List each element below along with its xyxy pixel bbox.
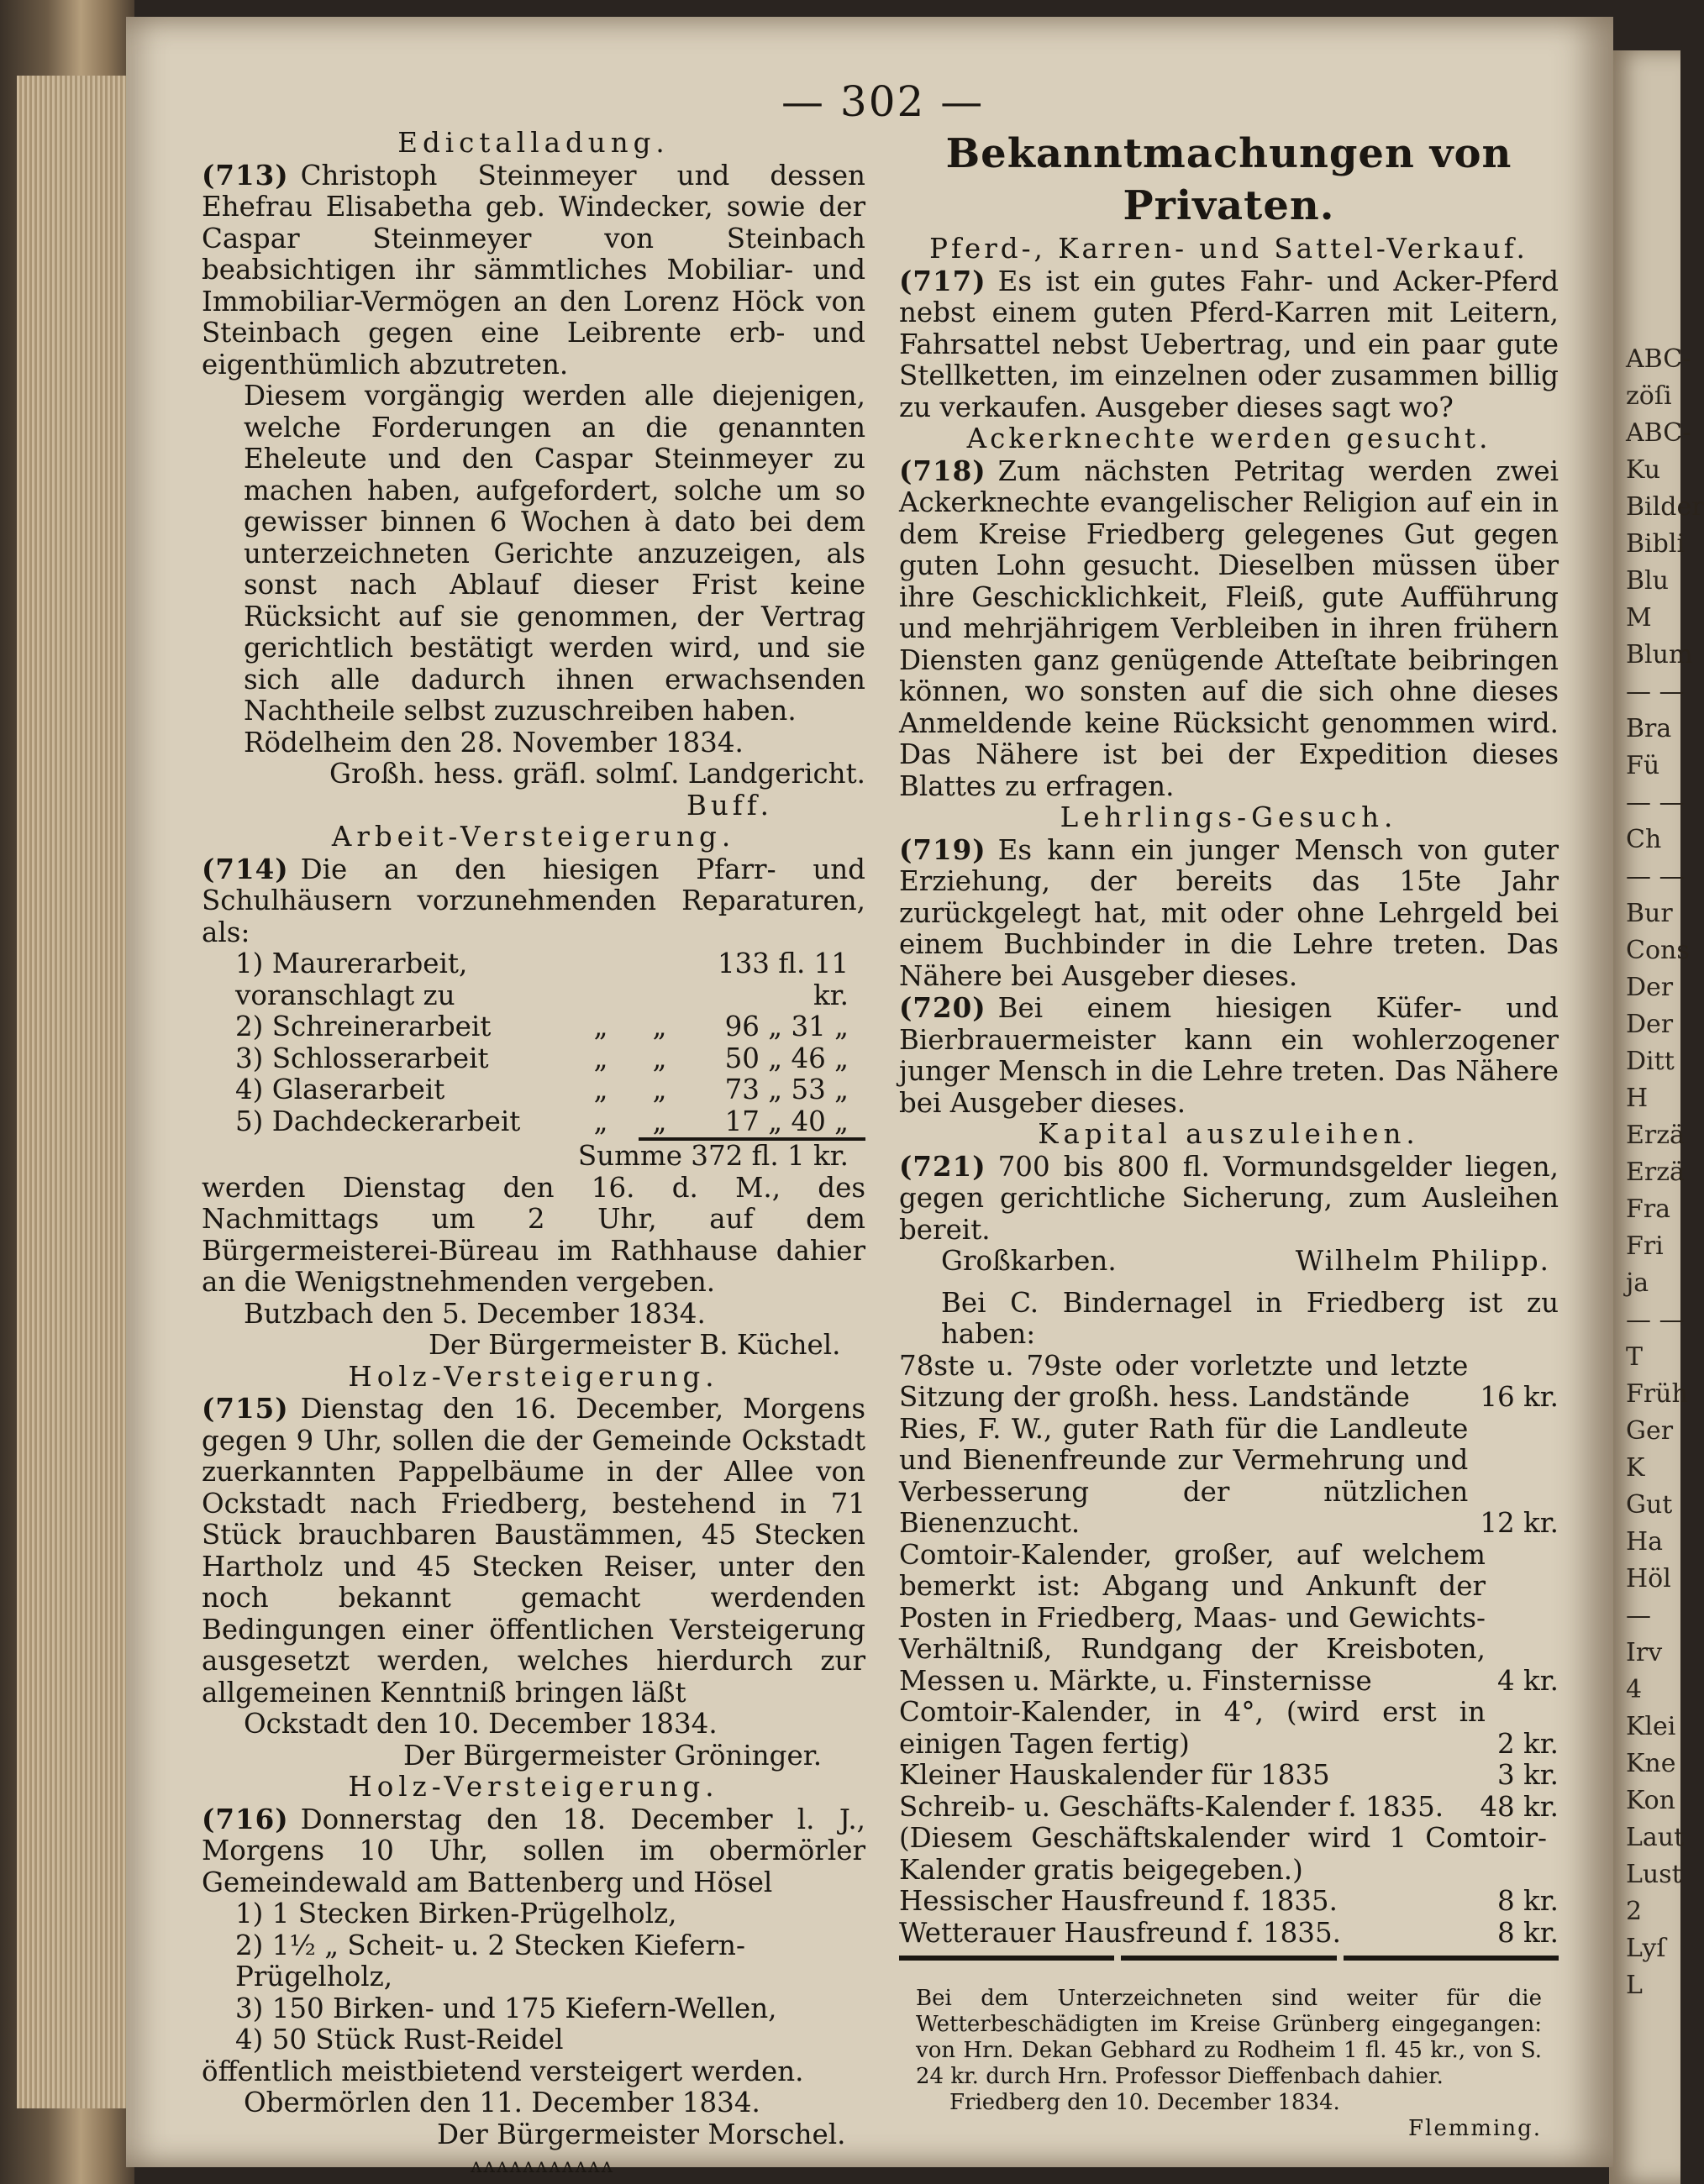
next-page-fragment: Kon	[1626, 1786, 1675, 1815]
notice-number: (713)	[202, 158, 289, 192]
notice-713-date: Rödelheim den 28. November 1834.	[244, 726, 744, 759]
book-item	[899, 1540, 1559, 1698]
next-page-fragment: Fra	[1626, 1194, 1671, 1224]
book-title: Kleiner Hauskalender für 1835	[899, 1759, 1330, 1791]
wood-lot-item: 2) 1½ „ Scheit- u. 2 Stecken Kiefern-Prügelholz,	[235, 1929, 745, 1992]
bookshop-intro: Bei C. Bindernagel in Friedberg ist zu haben:	[941, 1286, 1559, 1350]
next-page-fragment: Ku	[1626, 455, 1661, 485]
notice-number: (716)	[202, 1802, 289, 1835]
next-page-fragment: Früh	[1626, 1379, 1688, 1409]
next-page-fragment: — —	[1626, 677, 1685, 706]
notice-713-signature: Buff.	[686, 789, 773, 822]
notice-716	[202, 1803, 865, 1899]
left-column	[202, 128, 865, 2182]
repair-cost-list	[202, 948, 865, 1137]
next-page-fragment: Cons	[1626, 936, 1690, 965]
heading-holz-versteigerung-2: Holz-Versteigerung.	[348, 1771, 719, 1803]
book-item	[899, 1823, 1559, 1886]
sum-total: Summe 372 fl. 1 kr.	[577, 1140, 849, 1172]
next-page-fragment: Ger	[1626, 1416, 1674, 1446]
next-page-fragment: Ha	[1626, 1527, 1664, 1557]
repair-q1: „	[593, 1074, 608, 1105]
repair-q2	[630, 948, 689, 1011]
notice-721-name: Wilhelm Philipp.	[1295, 1245, 1550, 1277]
notice-714-body: werden Dienstag den 16. d. M., des Nachmittags um 2 Uhr, auf dem Bürgermeisterei-Büreau im Rathhause dahier an die Wenigstnehmenden vergeben.	[202, 1171, 865, 1298]
book-title: 78ste u. 79ste oder vorletzte und letzte Sitzung der großh. hess. Landstände	[899, 1349, 1469, 1413]
next-page-fragment: Bur	[1626, 899, 1673, 928]
next-page-fragment: Bilder	[1626, 492, 1704, 522]
notice-721-signature	[899, 1246, 1559, 1278]
next-page-fragment: Erzä	[1626, 1158, 1685, 1187]
next-page-fragment: Blu	[1626, 566, 1669, 596]
repair-amt: 96 „ 31 „	[724, 1011, 849, 1042]
wood-lot-item: 1) 1 Stecken Birken-Prügelholz,	[235, 1898, 677, 1929]
next-page-fragment: Lust	[1626, 1860, 1682, 1889]
next-page-fragment: Ch	[1626, 825, 1662, 854]
next-page-fragment: Fü	[1626, 751, 1660, 780]
notice-714	[202, 853, 865, 949]
book-item	[899, 1918, 1559, 1950]
notice-720	[899, 992, 1559, 1119]
repair-q2: „	[652, 1011, 667, 1042]
repair-q1: „	[593, 1042, 608, 1074]
next-page-fragment: — —	[1626, 788, 1685, 817]
book-title: (Diesem Geschäftskalender wird 1 Comtoir-Kalender gratis beigegeben.)	[899, 1822, 1547, 1886]
notice-718	[899, 455, 1559, 803]
book-title: Comtoir-Kalender, großer, auf welchem bemerkt ist: Abgang und Ankunft der Posten in Friedberg, Maas- und Gewichts-Verhältniß, Rundgang der Kreisboten, Messen u. Märkte, u. Finsternisse	[899, 1538, 1486, 1697]
page-number: — 302 —	[781, 77, 985, 126]
notice-714-date: Butzbach den 5. December 1834.	[244, 1297, 706, 1330]
book-price: 8 kr.	[1497, 1916, 1559, 1949]
notice-number: (721)	[899, 1149, 986, 1183]
notice-number: (718)	[899, 454, 986, 487]
book-item	[899, 1414, 1559, 1540]
repair-label: 1) Maurerarbeit, voranschlagt zu	[235, 948, 468, 1011]
donation-date: Friedberg den 10. December 1834.	[949, 2090, 1340, 2115]
book-item	[899, 1886, 1559, 1918]
page-stack	[17, 76, 134, 2108]
next-page-fragment: Bibli	[1626, 529, 1686, 559]
repair-cost-row	[202, 1043, 865, 1075]
notice-715-date: Ockstadt den 10. December 1834.	[244, 1708, 718, 1740]
notice-713-body: Diesem vorgängig werden alle diejenigen, welche Forderungen an die genannten Eheleute und den Caspar Steinmeyer zu machen haben, aufgefordert, solche um so gewisser binnen 6 Wochen à dato bei dem unterzeichneten Gerichte anzuzeigen, als sonst nach Ablauf dieser Frist keine Rücksicht auf sie genommen, der Vertrag gerichtlich bestätigt werden wird, und sie sich alle dadurch ihnen erwachsenden Nachtheile selbst zuzuschreiben haben.	[244, 380, 865, 727]
next-page-fragment: zöſi	[1626, 381, 1672, 411]
book-title: Hessischer Hausfreund f. 1835.	[899, 1885, 1338, 1917]
notice-number: (719)	[899, 832, 986, 866]
book-price: 2 kr.	[1497, 1727, 1559, 1760]
notice-713	[202, 160, 865, 381]
book-item	[899, 1792, 1559, 1824]
heading-lehrlings-gesuch: Lehrlings-Gesuch.	[1060, 801, 1398, 833]
repair-label: 2) Schreinerarbeit	[235, 1011, 492, 1042]
repair-cost-row	[202, 1011, 865, 1043]
next-page-fragment: Bra	[1626, 714, 1672, 743]
next-page-fragment: Ditt	[1626, 1047, 1675, 1076]
notice-713-court: Großh. hess. gräfl. solmſ. Landgericht.	[329, 758, 865, 790]
book-title: Ries, F. W., guter Rath für die Landleute und Bienenfreunde zur Vermehrung und Verbesserung der nützlichen Bienenzucht.	[899, 1412, 1469, 1539]
repair-amt: 17 „ 40 „	[724, 1105, 849, 1137]
repair-label: 4) Glaserarbeit	[235, 1074, 445, 1105]
notice-number: (714)	[202, 852, 289, 885]
repair-q1: „	[593, 1011, 608, 1042]
section-title: Bekanntmachungen von Privaten.	[945, 130, 1512, 229]
repair-q2: „	[652, 1074, 667, 1105]
book-price: 16 kr.	[1480, 1381, 1559, 1413]
wood-lot-item: 3) 150 Birken- und 175 Kiefern-Wellen,	[235, 1992, 777, 2024]
next-page-fragment: Laut	[1626, 1823, 1685, 1852]
book-title: Schreib- u. Geschäfts-Kalender f. 1835.	[899, 1790, 1444, 1823]
repair-amt: 133 fl. 11 kr.	[717, 948, 849, 1011]
book-price: 12 kr.	[1480, 1507, 1559, 1539]
notice-text: Es kann ein junger Mensch von guter Erziehung, der bereits das 15te Jahr zurückgelegt hat, mit oder ohne Lehrgeld bei einem Buchbinder in die Lehre treten. Das Nähere bei Ausgeber dieses.	[899, 833, 1559, 992]
notice-717	[899, 265, 1559, 424]
book-item	[899, 1351, 1559, 1414]
next-page-fragment: Blum	[1626, 640, 1693, 669]
notice-text: Es ist ein gutes Fahr- und Acker-Pferd nebst einem guten Pferd-Karren mit Leitern, Fahrsattel nebst Uebertrag, und ein paar gute Stellketten, im einzelnen oder zusammen billig zu verkaufen. Ausgeber dieses sagt wo?	[899, 265, 1559, 423]
notice-716-signature: Der Bürgermeister Morschel.	[437, 2118, 846, 2150]
next-page-fragment: Erzä	[1626, 1121, 1685, 1150]
next-page-fragment: Fri	[1626, 1231, 1664, 1261]
wood-lot-list	[202, 1898, 865, 2056]
repair-q2: „	[652, 1042, 667, 1074]
notice-715	[202, 1393, 865, 1709]
end-ornament: ʌʌʌʌʌʌʌʌʌʌʌ	[471, 2154, 615, 2177]
next-page-fragment: ABC-	[1626, 418, 1691, 448]
notice-715-signature: Der Bürgermeister Gröninger.	[403, 1739, 823, 1772]
notice-721	[899, 1151, 1559, 1247]
heading-arbeit-versteigerung: Arbeit-Versteigerung.	[331, 821, 736, 853]
next-page-fragment: ja	[1626, 1268, 1649, 1298]
notice-number: (715)	[202, 1392, 289, 1425]
next-page-fragment: 2	[1626, 1897, 1643, 1926]
heading-pferd-verkauf: Pferd-, Karren- und Sattel-Verkauf.	[929, 233, 1528, 265]
notice-714-signature: Der Bürgermeister B. Küchel.	[429, 1329, 841, 1361]
book-item	[899, 1760, 1559, 1792]
next-page-fragment: M	[1626, 603, 1652, 633]
next-page-fragment: 4	[1626, 1675, 1643, 1704]
next-page-fragment: H	[1626, 1084, 1649, 1113]
donation-notice: Bei dem Unterzeichneten sind weiter für die Wetterbeschädigten im Kreise Grünberg eingegangen: von Hrn. Dekan Gebhard zu Rodheim 1 fl. 45 kr., von S. 24 kr. durch Hrn. Professor Dieffenbach dahier.	[916, 1986, 1542, 2089]
next-page-fragment: K	[1626, 1453, 1645, 1483]
notice-text: Christoph Steinmeyer und dessen Ehefrau Elisabetha geb. Windecker, sowie der Caspar Steinmeyer von Steinbach beabsichtigen ihr sämmtliches Mobiliar- und Immobiliar-Vermögen an den Lorenz Höck von Steinbach gegen eine Leibrente erb- und eigenthümlich abzutreten.	[202, 159, 865, 381]
right-column	[899, 128, 1559, 2142]
notice-number: (720)	[899, 991, 986, 1024]
notice-721-place: Großkarben.	[941, 1245, 1117, 1277]
next-page-fragment: — —	[1626, 862, 1685, 891]
next-page-fragment: Kne	[1626, 1749, 1676, 1778]
next-page-fragment: — —	[1626, 1305, 1685, 1335]
heading-kapital: Kapital auszuleihen.	[1038, 1118, 1420, 1150]
notice-text: Die an den hiesigen Pfarr- und Schulhäusern vorzunehmenden Reparaturen, als:	[202, 853, 865, 948]
repair-amt: 50 „ 46 „	[724, 1042, 849, 1074]
next-page-fragment: Der	[1626, 973, 1674, 1002]
book-price: 4 kr.	[1497, 1664, 1559, 1697]
repair-label: 3) Schlosserarbeit	[235, 1042, 489, 1074]
next-page-fragment: L	[1626, 1971, 1643, 2000]
book-price: 8 kr.	[1497, 1885, 1559, 1917]
book-price-list	[899, 1351, 1559, 1950]
notice-text: Zum nächsten Petritag werden zwei Ackerknechte evangelischer Religion auf ein in dem Kreise Friedberg gelegenes Gut gegen guten Lohn gesucht. Dieselben müssen über ihre Geschicklichkeit, Fleiß, gute Aufführung und mehrjährigem Verbleiben in ihren frühern Diensten ganz genügende Atteſtate beibringen können, wo sonsten auf die sich ohne dieses Anmeldende keine Rücksicht genommen wird. Das Nähere ist bei der Expedition dieses Blattes zu erfragen.	[899, 454, 1559, 802]
next-page-fragment: Höl	[1626, 1564, 1671, 1593]
notice-text: Bei einem hiesigen Küfer- und Bierbrauermeister kann ein wohlerzogener junger Mensch in die Lehre treten. Das Nähere bei Ausgeber dieses.	[899, 992, 1559, 1119]
repair-cost-row	[202, 1074, 865, 1106]
book-price: 48 kr.	[1480, 1790, 1559, 1823]
notice-number: (717)	[899, 264, 986, 297]
heading-ackerknechte: Ackerknechte werden gesucht.	[966, 423, 1491, 454]
repair-label: 5) Dachdeckerarbeit	[235, 1105, 521, 1137]
next-page-fragment: ABC-	[1626, 344, 1691, 374]
book-item	[899, 1697, 1559, 1760]
repair-cost-row	[202, 1106, 865, 1138]
notice-719	[899, 834, 1559, 993]
next-page-fragment: Gut	[1626, 1490, 1673, 1520]
book-title: Wetterauer Hausfreund f. 1835.	[899, 1916, 1341, 1949]
book-price: 3 kr.	[1497, 1759, 1559, 1791]
repair-q2: „	[652, 1105, 667, 1137]
heading-edictalladung: Edictalladung.	[397, 127, 670, 159]
repair-q1: „	[593, 1105, 608, 1137]
donation-signature: Flemming.	[1407, 2116, 1542, 2141]
separator-rule	[899, 1956, 1559, 1961]
next-page-fragment: T	[1626, 1342, 1644, 1372]
next-page-fragment: Lyſ	[1626, 1934, 1666, 1963]
wood-lot-item: 4) 50 Stück Rust-Reidel	[235, 2024, 564, 2055]
book-title: Comtoir-Kalender, in 4°, (wird erst in einigen Tagen fertig)	[899, 1696, 1486, 1760]
notice-716-date: Obermörlen den 11. December 1834.	[244, 2087, 760, 2118]
repair-q1	[571, 948, 630, 1011]
next-page-fragment: Irv	[1626, 1638, 1663, 1667]
next-page-fragment: —	[1626, 1601, 1651, 1630]
notice-text: Donnerstag den 18. December l. J., Morgens 10 Uhr, sollen im obermörler Gemeindewald am Battenberg und Hösel	[202, 1803, 865, 1898]
repair-cost-row	[202, 948, 865, 1011]
heading-holz-versteigerung-1: Holz-Versteigerung.	[348, 1360, 719, 1393]
repair-amt: 73 „ 53 „	[724, 1074, 849, 1105]
notice-text: 700 bis 800 fl. Vormundsgelder liegen, gegen gerichtliche Sicherung, zum Ausleihen bereit.	[899, 1150, 1559, 1246]
notice-text: Dienstag den 16. December, Morgens gegen 9 Uhr, sollen die der Gemeinde Ockstadt zuerkannten Pappelbäume in der Allee von Ockstadt nach Friedberg, bestehend in 71 Stück brauchbaren Baustämmen, 45 Stecken Hartholz und 45 Stecken Reiser, unter den noch bekannt gemacht werdenden Bedingungen einer öffentlichen Versteigerung ausgesetzt werden, welches hierdurch zur allgemeinen Kenntniß bringen läßt	[202, 1393, 865, 1709]
next-page-fragment: Klei	[1626, 1712, 1676, 1741]
next-page-fragment: Der	[1626, 1010, 1674, 1039]
notice-716-body: öffentlich meistbietend versteigert werden.	[202, 2055, 804, 2087]
